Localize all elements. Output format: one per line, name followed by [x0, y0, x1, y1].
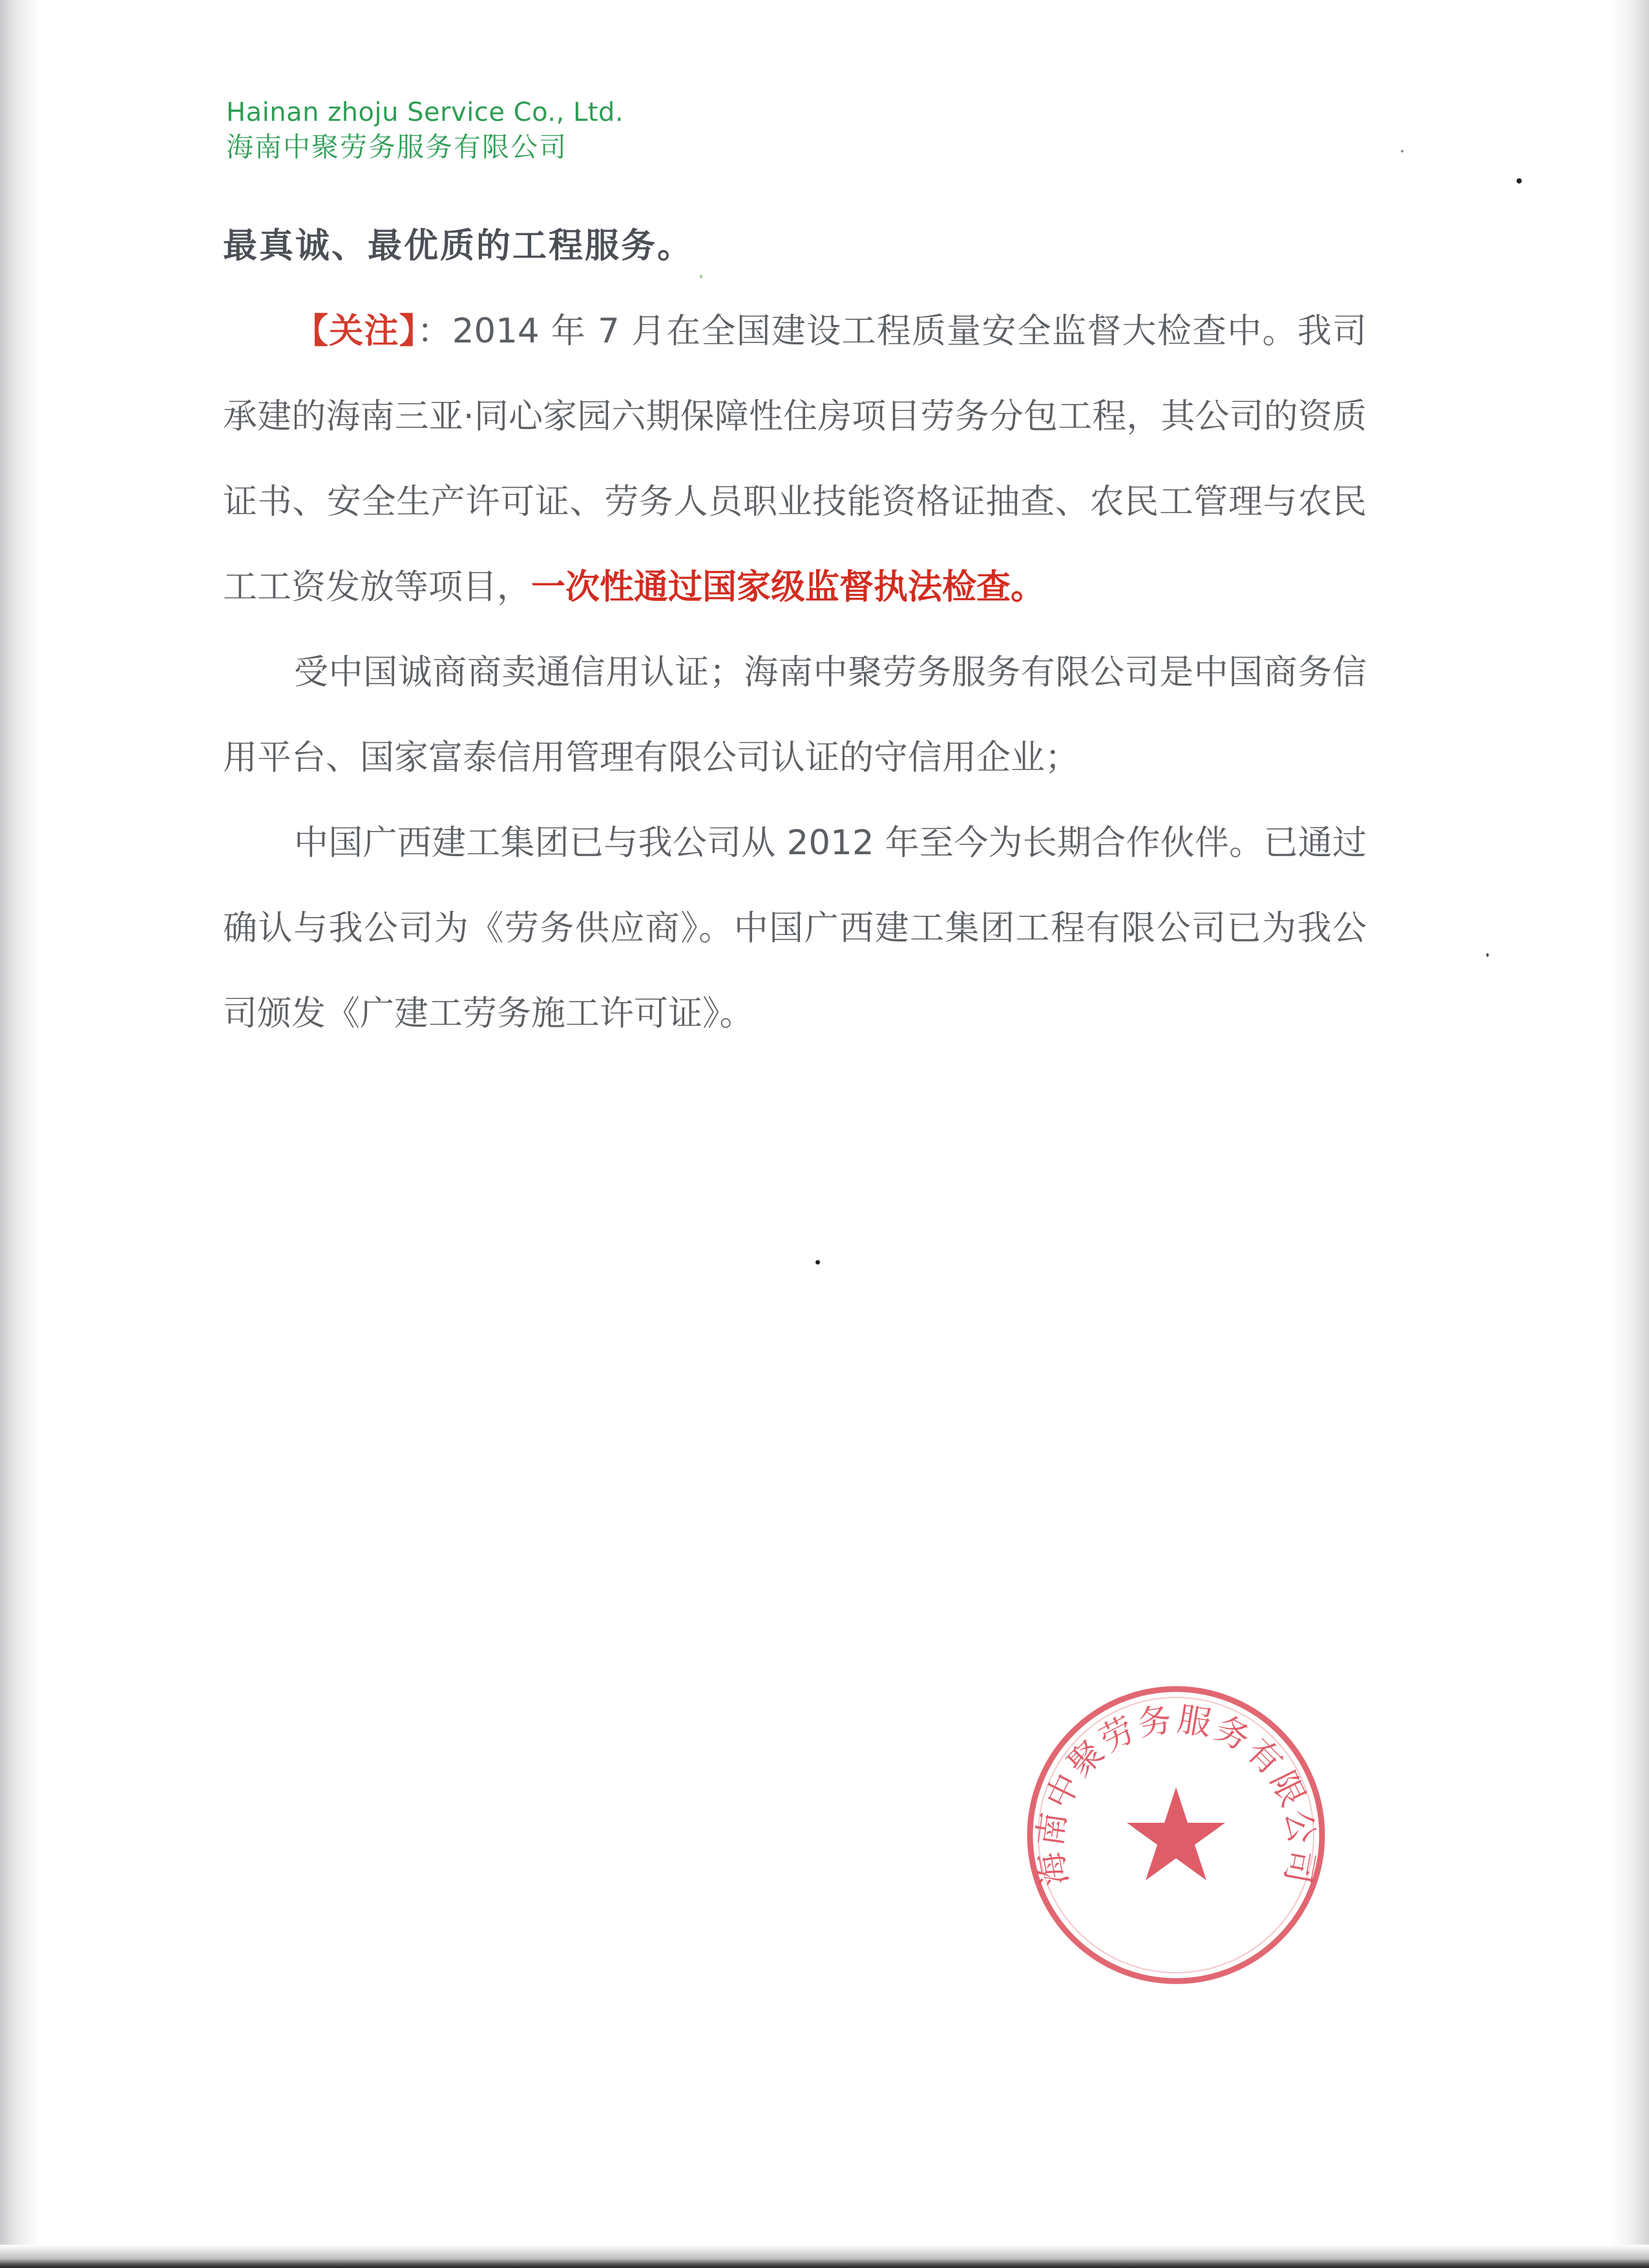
intro-line: 最真诚、最优质的工程服务。 — [223, 226, 693, 266]
scan-edge-bottom — [0, 2245, 1649, 2268]
scan-speck — [1486, 953, 1489, 957]
scan-speck — [1517, 178, 1522, 184]
paragraph-notice — [223, 289, 1367, 630]
notice-text: ：2014 年 7 月在全国建设工程质量安全监督大检查中。我司承建的海南三亚·同心家园六期保障性住房项目劳务分包工程，其公司的资质证书、安全生产许可证、劳务人员职业技能资格证抽查、农民工管理与农民工工资发放等项目， — [223, 311, 1367, 607]
notice-label: 【关注】 — [294, 311, 417, 351]
seal-star-icon — [1127, 1787, 1225, 1880]
scan-speck — [815, 1260, 820, 1265]
company-name-cn: 海南中聚劳务服务有限公司 — [226, 131, 568, 163]
notice-highlight: 一次性通过国家级监督执法检查。 — [531, 567, 1045, 607]
scan-edge-right — [1610, 0, 1649, 2268]
company-seal — [1021, 1680, 1331, 1990]
letterhead — [226, 96, 624, 165]
seal-text: 海南中聚劳务服务有限公司 — [1031, 1699, 1321, 1889]
paragraph-partner: 中国广西建工集团已与我公司从 2012 年至今为长期合作伙伴。已通过确认与我公司为《劳务供应商》。中国广西建工集团工程有限公司已为我公司颁发《广建工劳务施工许可证》。 — [223, 823, 1367, 1033]
company-name-en: Hainan zhoju Service Co., Ltd. — [226, 98, 624, 127]
scan-edge-left — [0, 0, 39, 2268]
paragraph-credit: 受中国诚商商卖通信用认证；海南中聚劳务服务有限公司是中国商务信用平台、国家富泰信用管理有限公司认证的守信用企业； — [223, 653, 1367, 777]
scan-speck — [1401, 150, 1403, 152]
document-body — [223, 204, 1367, 1056]
seal-graphic — [1021, 1680, 1331, 1990]
